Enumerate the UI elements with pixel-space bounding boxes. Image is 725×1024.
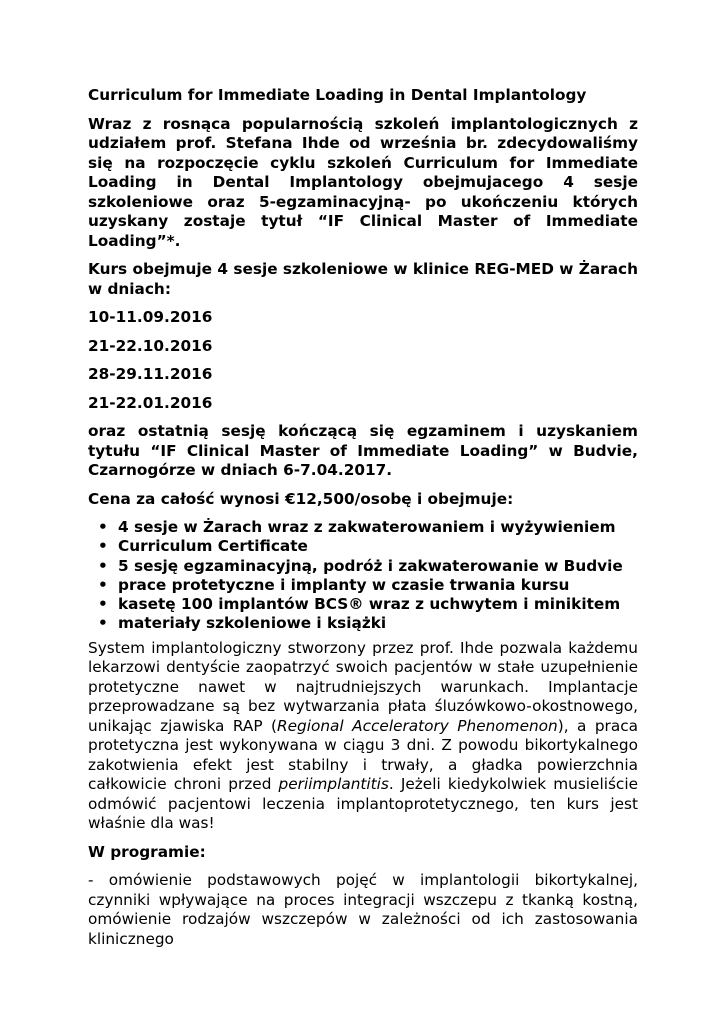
list-item [98, 595, 638, 614]
bullet-icon: • [98, 614, 108, 633]
document-title: Curriculum for Immediate Loading in Dental Implantology [88, 86, 587, 104]
periimplantitis-term: periimplantitis [278, 775, 389, 794]
bullet-icon: • [98, 537, 108, 556]
system-description-paragraph [88, 639, 638, 834]
benefit-text: 5 sesję egzaminacyjną, podróż i zakwaterowanie w Budvie [118, 556, 623, 575]
program-heading: W programie: [88, 842, 206, 861]
list-item [98, 556, 638, 576]
benefit-text: materiały szkoleniowe i książki [118, 614, 387, 633]
system-description-text-1: System implantologiczny stworzony przez prof. Ihde pozwala każdemu lekarzowi dentyście zaopatrzyć swoich pacjentów w stałe uzupełnienie protetyczne nawet w najtrudniejszych warunkach. Implantacje przeprowadzane są bez wytwarzania płata śluzówkowo-okostnowego, unikając zjawiska RAP ( [88, 638, 638, 735]
bullet-icon: • [98, 575, 108, 594]
document-page [88, 86, 638, 958]
list-item [98, 537, 638, 556]
list-item [98, 575, 638, 595]
session-date-1: 10-11.09.2016 [88, 308, 213, 326]
course-intro-paragraph: Kurs obejmuje 4 sesje szkoleniowe w klinice REG-MED w Żarach w dniach: [88, 260, 638, 298]
system-description-text-2: ), a praca protetyczna jest wykonywana w ciągu 3 dni. Z powodu bikortykalnego zakotwienia efekt jest stabilny i trwały, a gładka powierzchnia całkowicie chroni przed [88, 716, 638, 794]
benefit-text: kasetę 100 implantów BCS® wraz z uchwytem i minikitem [118, 595, 621, 614]
session-date-4: 21-22.01.2016 [88, 393, 213, 412]
intro-paragraph: Wraz z rosnąca popularnością szkoleń implantologicznych z udziałem prof. Stefana Ihde od września br. zdecydowaliśmy się na rozpoczęcie cyklu szkoleń Curriculum for Immediate Loading in Dental Implantology obejmujacego 4 sesje szkoleniowe oraz 5-egzaminacyjną- po ukończeniu których uzyskany zostaje tytuł “IF Clinical Master of Immediate Loading”*. [88, 114, 638, 250]
bullet-icon: • [98, 595, 108, 614]
rap-term: Regional Acceleratory Phenomenon [277, 716, 558, 735]
list-item [98, 614, 638, 633]
benefit-text: prace protetyczne i implanty w czasie trwania kursu [118, 575, 570, 594]
bullet-icon: • [98, 556, 108, 575]
session-date-3: 28-29.11.2016 [88, 365, 213, 383]
benefits-list [88, 518, 638, 634]
program-item: - omówienie podstawowych pojęć w implantologii bikortykalnej, czynniki wpływające na proces integracji wszczepu z tkanką kostną, omówienie rodzajów wszczepów w zależności od ich zastosowania klinicznego [88, 871, 638, 948]
final-session-paragraph: oraz ostatnią sesję kończącą się egzaminem i uzyskaniem tytułu “IF Clinical Master of Immediate Loading” w Budvie, Czarnogórze w dniach 6-7.04.2017. [88, 422, 638, 479]
session-date-2: 21-22.10.2016 [88, 336, 213, 355]
benefit-text: Curriculum Certificate [118, 537, 308, 556]
system-description-text-3: . Jeżeli kiedykolwiek musieliście odmówić pacjentowi leczenia implantoprotetycznego, ten kurs jest właśnie dla was! [88, 775, 638, 833]
bullet-icon: • [98, 518, 108, 536]
price-paragraph: Cena za całość wynosi €12,500/osobę i obejmuje: [88, 489, 514, 508]
benefit-text: 4 sesje w Żarach wraz z zakwaterowaniem i wyżywieniem [118, 518, 616, 536]
list-item [98, 518, 638, 537]
